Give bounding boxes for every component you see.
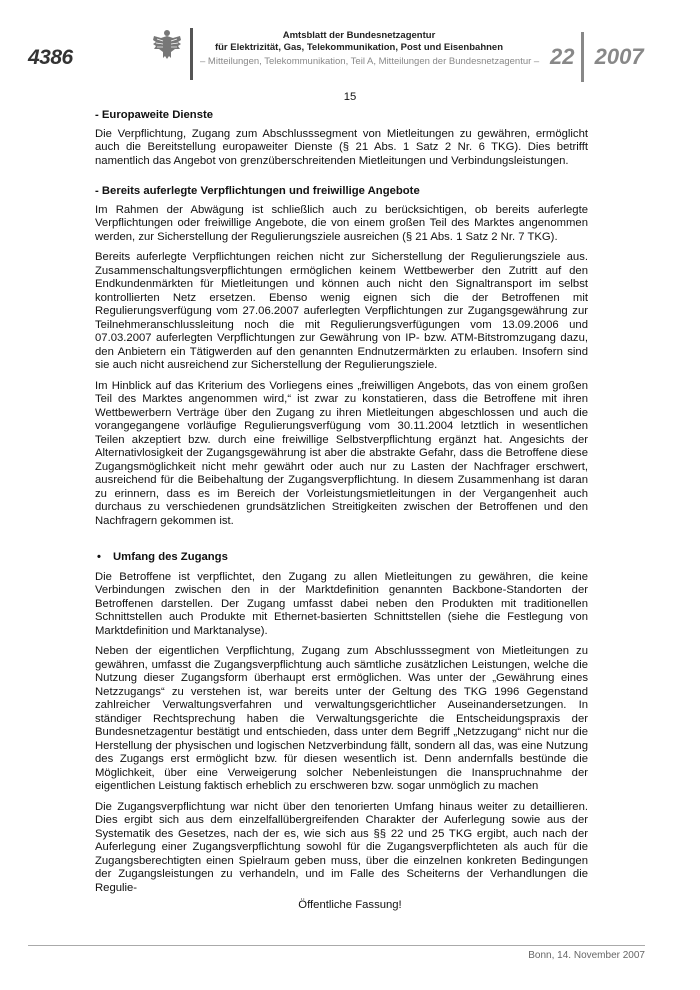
page-header xyxy=(0,0,700,90)
public-version-note: Öffentliche Fassung! xyxy=(298,899,402,911)
bullet-heading xyxy=(95,551,588,565)
federal-eagle-icon xyxy=(152,28,182,62)
document-body xyxy=(95,109,588,902)
paragraph: Die Betroffene ist verpflichtet, den Zugang zu allen Mietleitungen zu gewähren, die keine Verbindungen zwischen den in der Marktdefinition genannten Backbone-Standorten der Betroffenen darstellen. Der Zugang umfasst dabei neben den Produkten mit traditionellen Schnittstellen auch Produkte mit Ethernet-basierten Schnittstellen (siehe die Festlegung von Marktdefinition und Marktanalyse). xyxy=(95,570,588,637)
bullet-heading-text: Umfang des Zugangs xyxy=(113,551,228,563)
issue-year: 2007 xyxy=(594,44,644,69)
paragraph: Bereits auferlegte Verpflichtungen reichen nicht zur Sicherstellung der Regulierungsziele aus. Zusammenschaltungsverpflichtungen ermöglichen keinem Wettbewerber den Zutritt auf den Endkundenmärkten für Mietleitungen und können auch nicht den Signaltransport im selbst kontrollierten Netz ersetzen. Ebenso wenig eignen sich die der Betroffenen mit Regulierungsverfügung vom 27.06.2007 auferlegten Verpflichtungen zur Zugangsgewährung zur Teilnehmeranschlussleitung noch die mit Regulierungsverfügungen vom 13.09.2006 und 07.03.2007 auferlegten Verpflichtungen zur Gewährung von IP- bzw. ATM-Bitstromzugang dazu, den Anbietern ein Tätigwerden auf den genannten Endnutzermärkten zu erlauben. Insofern sind sie auch nicht ausreichend zur Sicherstellung der Regulierungsziele. xyxy=(95,251,588,371)
section-heading: - Europaweite Dienste xyxy=(95,109,214,121)
spacer xyxy=(95,175,588,185)
section-heading: - Bereits auferlegte Verpflichtungen und freiwillige Angebote xyxy=(95,185,420,197)
gazette-title xyxy=(200,30,518,54)
gazette-title-line1: Amtsblatt der Bundesnetzagentur xyxy=(282,30,436,41)
paragraph: Im Rahmen der Abwägung ist schließlich auch zu berücksichtigen, ob bereits auferlegte Verpflichtungen oder freiwillige Angebote, die von einem großen Teil des Marktes angenommen werden, zur Sicherstellung der Regulierungsziele ausreichen (§ 21 Abs. 1 Satz 2 Nr. 7 TKG). xyxy=(95,203,588,243)
issue-label xyxy=(550,44,644,70)
issue-number: 22 xyxy=(550,44,575,69)
footer-date: Bonn, 14. November 2007 xyxy=(528,950,645,961)
page-number: 4386 xyxy=(28,46,73,69)
header-divider xyxy=(190,28,193,80)
paragraph: Neben der eigentlichen Verpflichtung, Zugang zum Abschlusssegment von Mietleitungen zu gewähren, umfasst die Zugangsverpflichtung auch sämtliche zusätzlichen Leistungen, welche die Nutzung dieser Zugangsform überhaupt erst ermöglichen. Was unter der „Gewährung eines Netzzugangs“ zu verstehen ist, war bereits unter der Geltung des TKG 1996 Gegenstand zahlreicher Verwaltungsverfahren und verwaltungsgerichtlicher Auseinandersetzungen. In ständiger Rechtsprechung haben die Verwaltungsgerichte die Entscheidungspraxis der Bundesnetzagentur bestätigt und entschieden, dass unter dem Begriff „Netzzugang“ nicht nur die Herstellung der physischen und logischen Netzverbindung fällt, sondern all das, was eine Nutzung des Zugangs erst ermöglicht bzw. für diesen wesentlich ist. Denn andernfalls bestünde die Möglichkeit, über eine Verweigerung solcher Nebenleistungen die Inanspruchnahme der eigentlichen Leistung faktisch erheblich zu erschweren bzw. sogar unmöglich zu machen xyxy=(95,645,588,792)
spacer xyxy=(95,535,588,551)
gazette-subtitle: – Mitteilungen, Telekommunikation, Teil A, Mitteilungen der Bundesnetzagentur – xyxy=(200,56,540,67)
issue-divider xyxy=(581,32,584,82)
footer-divider xyxy=(28,945,645,946)
paragraph: Die Verpflichtung, Zugang zum Abschlusssegment von Mietleitungen zu gewähren, ermöglicht auch die Bereitstellung europaweiter Dienste (§ 21 Abs. 1 Satz 2 Nr. 6 TKG). Dies betrifft namentlich das Angebot von grenzüberschreitenden Mietleitungen und Verbindungsleistungen. xyxy=(95,127,588,167)
paragraph: Die Zugangsverpflichtung war nicht über den tenorierten Umfang hinaus weiter zu detaillieren. Dies ergibt sich aus dem einzelfallübergreifenden Charakter der Auferlegung sowie aus der Systematik des Gesetzes, nach der es, wie sich aus §§ 22 und 25 TKG ergibt, auch nach der Auferlegung einer Zugangsverpflichtung sowohl für die Zugangsverpflichteten als auch für die Zugangsberechtigten einen Spielraum geben muss, über die einzelnen konkreten Bedingungen der Zugangsleistungen zu verhandeln, und im Falle des Scheiterns der Verhandlungen die Regulie- xyxy=(95,800,588,894)
paragraph: Im Hinblick auf das Kriterium des Vorliegens eines „freiwilligen Angebots, das von einem großen Teil des Marktes angenommen wird,“ ist zwar zu konstatieren, dass die Betroffene mit ihren Wettbewerbern Verträge über den Zugang zu ihren Mietleitungen abgeschlossen und auch die vorangegangene vorläufige Regulierungsverfügung vom 30.11.2004 letztlich in wesentlichen Teilen akzeptiert bzw. durch eine freiwillige Selbstverpflichtung ergänzt hat. Angesichts der Alternativlosigkeit der Zugangsgewährung ist aber die abstrakte Gefahr, dass die Betroffene diese Zugangsmöglichkeit nicht mehr gewährt oder auch nur zu Lasten der Nachfrager erschwert, ausreichend für die Beibehaltung der Zugangsverpflichtung. In diesem Zusammenhang ist daran zu erinnern, dass es im Bereich der Vorleistungsmietleitungen in der Vergangenheit auch durchaus zu verschiedenen grundsätzlichen Streitigkeiten zwischen der Betroffenen und den Nachfragern gekommen ist. xyxy=(95,379,588,527)
inner-page-number: 15 xyxy=(343,91,357,103)
bullet-icon: • xyxy=(97,551,101,563)
gazette-title-line2: für Elektrizität, Gas, Telekommunikation, Post und Eisenbahnen xyxy=(214,42,504,53)
